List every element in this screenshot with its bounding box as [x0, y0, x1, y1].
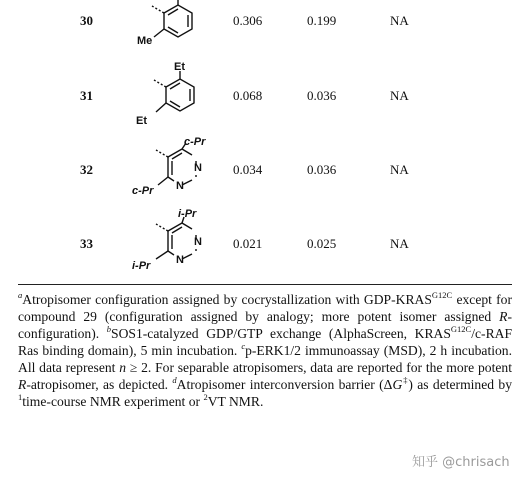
compound-number: 30: [80, 13, 93, 28]
superscript: G12C: [431, 290, 453, 300]
value-cell: 0.036: [307, 162, 337, 177]
footnote-mark: c: [241, 341, 246, 351]
footnote-text: Atropisomer interconversion barrier (Δ: [176, 377, 393, 392]
italic-text: G: [392, 377, 403, 392]
value-cell: 0.068: [233, 88, 263, 103]
italic-text: n: [119, 360, 127, 375]
superscript: ‡: [402, 375, 409, 385]
substituent-label: Et: [136, 115, 147, 127]
footnote-mark: d: [172, 375, 177, 385]
superscript: G12C: [450, 324, 472, 334]
compound-number: 32: [80, 162, 93, 177]
value-cell: 0.021: [233, 236, 263, 251]
structure-31: [128, 60, 208, 135]
footnote-mark: b: [106, 324, 112, 334]
value-cell: NA: [390, 236, 409, 251]
table-footnote: [18, 291, 512, 410]
compound-number: 33: [80, 236, 93, 251]
table-row: [0, 207, 531, 277]
substituent-label: Et: [174, 61, 185, 73]
footnote-text: -atropisomer, as depicted.: [26, 377, 173, 392]
substituent-label: i-Pr: [132, 260, 151, 272]
value-cell: NA: [390, 162, 409, 177]
footnote-mark: a: [18, 290, 23, 300]
structure-30: [128, 0, 208, 65]
footnote-text: VT NMR.: [207, 394, 264, 409]
superscript: 1: [18, 392, 23, 402]
footnote-text: ≥ 2. For separable atropisomers, data are reported for the more potent: [126, 360, 512, 375]
footnote-text: Atropisomer configuration assigned by cocrystallization with GDP-KRAS: [22, 292, 432, 307]
substituent-label: i-Pr: [178, 208, 197, 220]
value-cell: 0.306: [233, 13, 263, 28]
structure-32: [128, 135, 218, 210]
table-rule: [18, 284, 512, 285]
substituent-label: c-Pr: [132, 185, 154, 197]
footnote-text: p-ERK1/2 immunoassay (MSD), 2 h incubation. All data represent: [18, 343, 512, 375]
ring-atom-label: N: [194, 236, 202, 248]
substituent-label: c-Pr: [184, 136, 206, 148]
footnote-text: /c-RAF Ras binding domain), 5 min incubation.: [18, 326, 513, 358]
value-cell: 0.025: [307, 236, 337, 251]
table-row: [0, 60, 531, 130]
substituent-label: Me: [137, 35, 153, 47]
italic-text: R: [18, 377, 27, 392]
value-cell: 0.034: [233, 162, 263, 177]
watermark: 知乎 @chrisach: [412, 455, 510, 470]
footnote-text: time-course NMR experiment or: [22, 394, 204, 409]
value-cell: 0.199: [307, 13, 337, 28]
table-row: [0, 135, 531, 205]
value-cell: NA: [390, 13, 409, 28]
footnote-text: SOS1-catalyzed GDP/GTP exchange (AlphaScreen, KRAS: [111, 326, 451, 341]
value-cell: 0.036: [307, 88, 337, 103]
footnote-text: ) as determined by: [408, 377, 512, 392]
compound-number: 31: [80, 88, 93, 103]
ring-atom-label: N: [194, 162, 202, 174]
italic-text: R: [499, 309, 508, 324]
footnote-text: -configuration).: [18, 309, 512, 341]
superscript: 2: [203, 392, 208, 402]
ring-atom-label: N: [176, 180, 184, 192]
structure-33: [128, 207, 218, 282]
footnote-text: except for compound 29 (configuration assigned by analogy; more potent isomer assigned: [18, 292, 512, 324]
value-cell: NA: [390, 88, 409, 103]
ring-atom-label: N: [176, 254, 184, 266]
